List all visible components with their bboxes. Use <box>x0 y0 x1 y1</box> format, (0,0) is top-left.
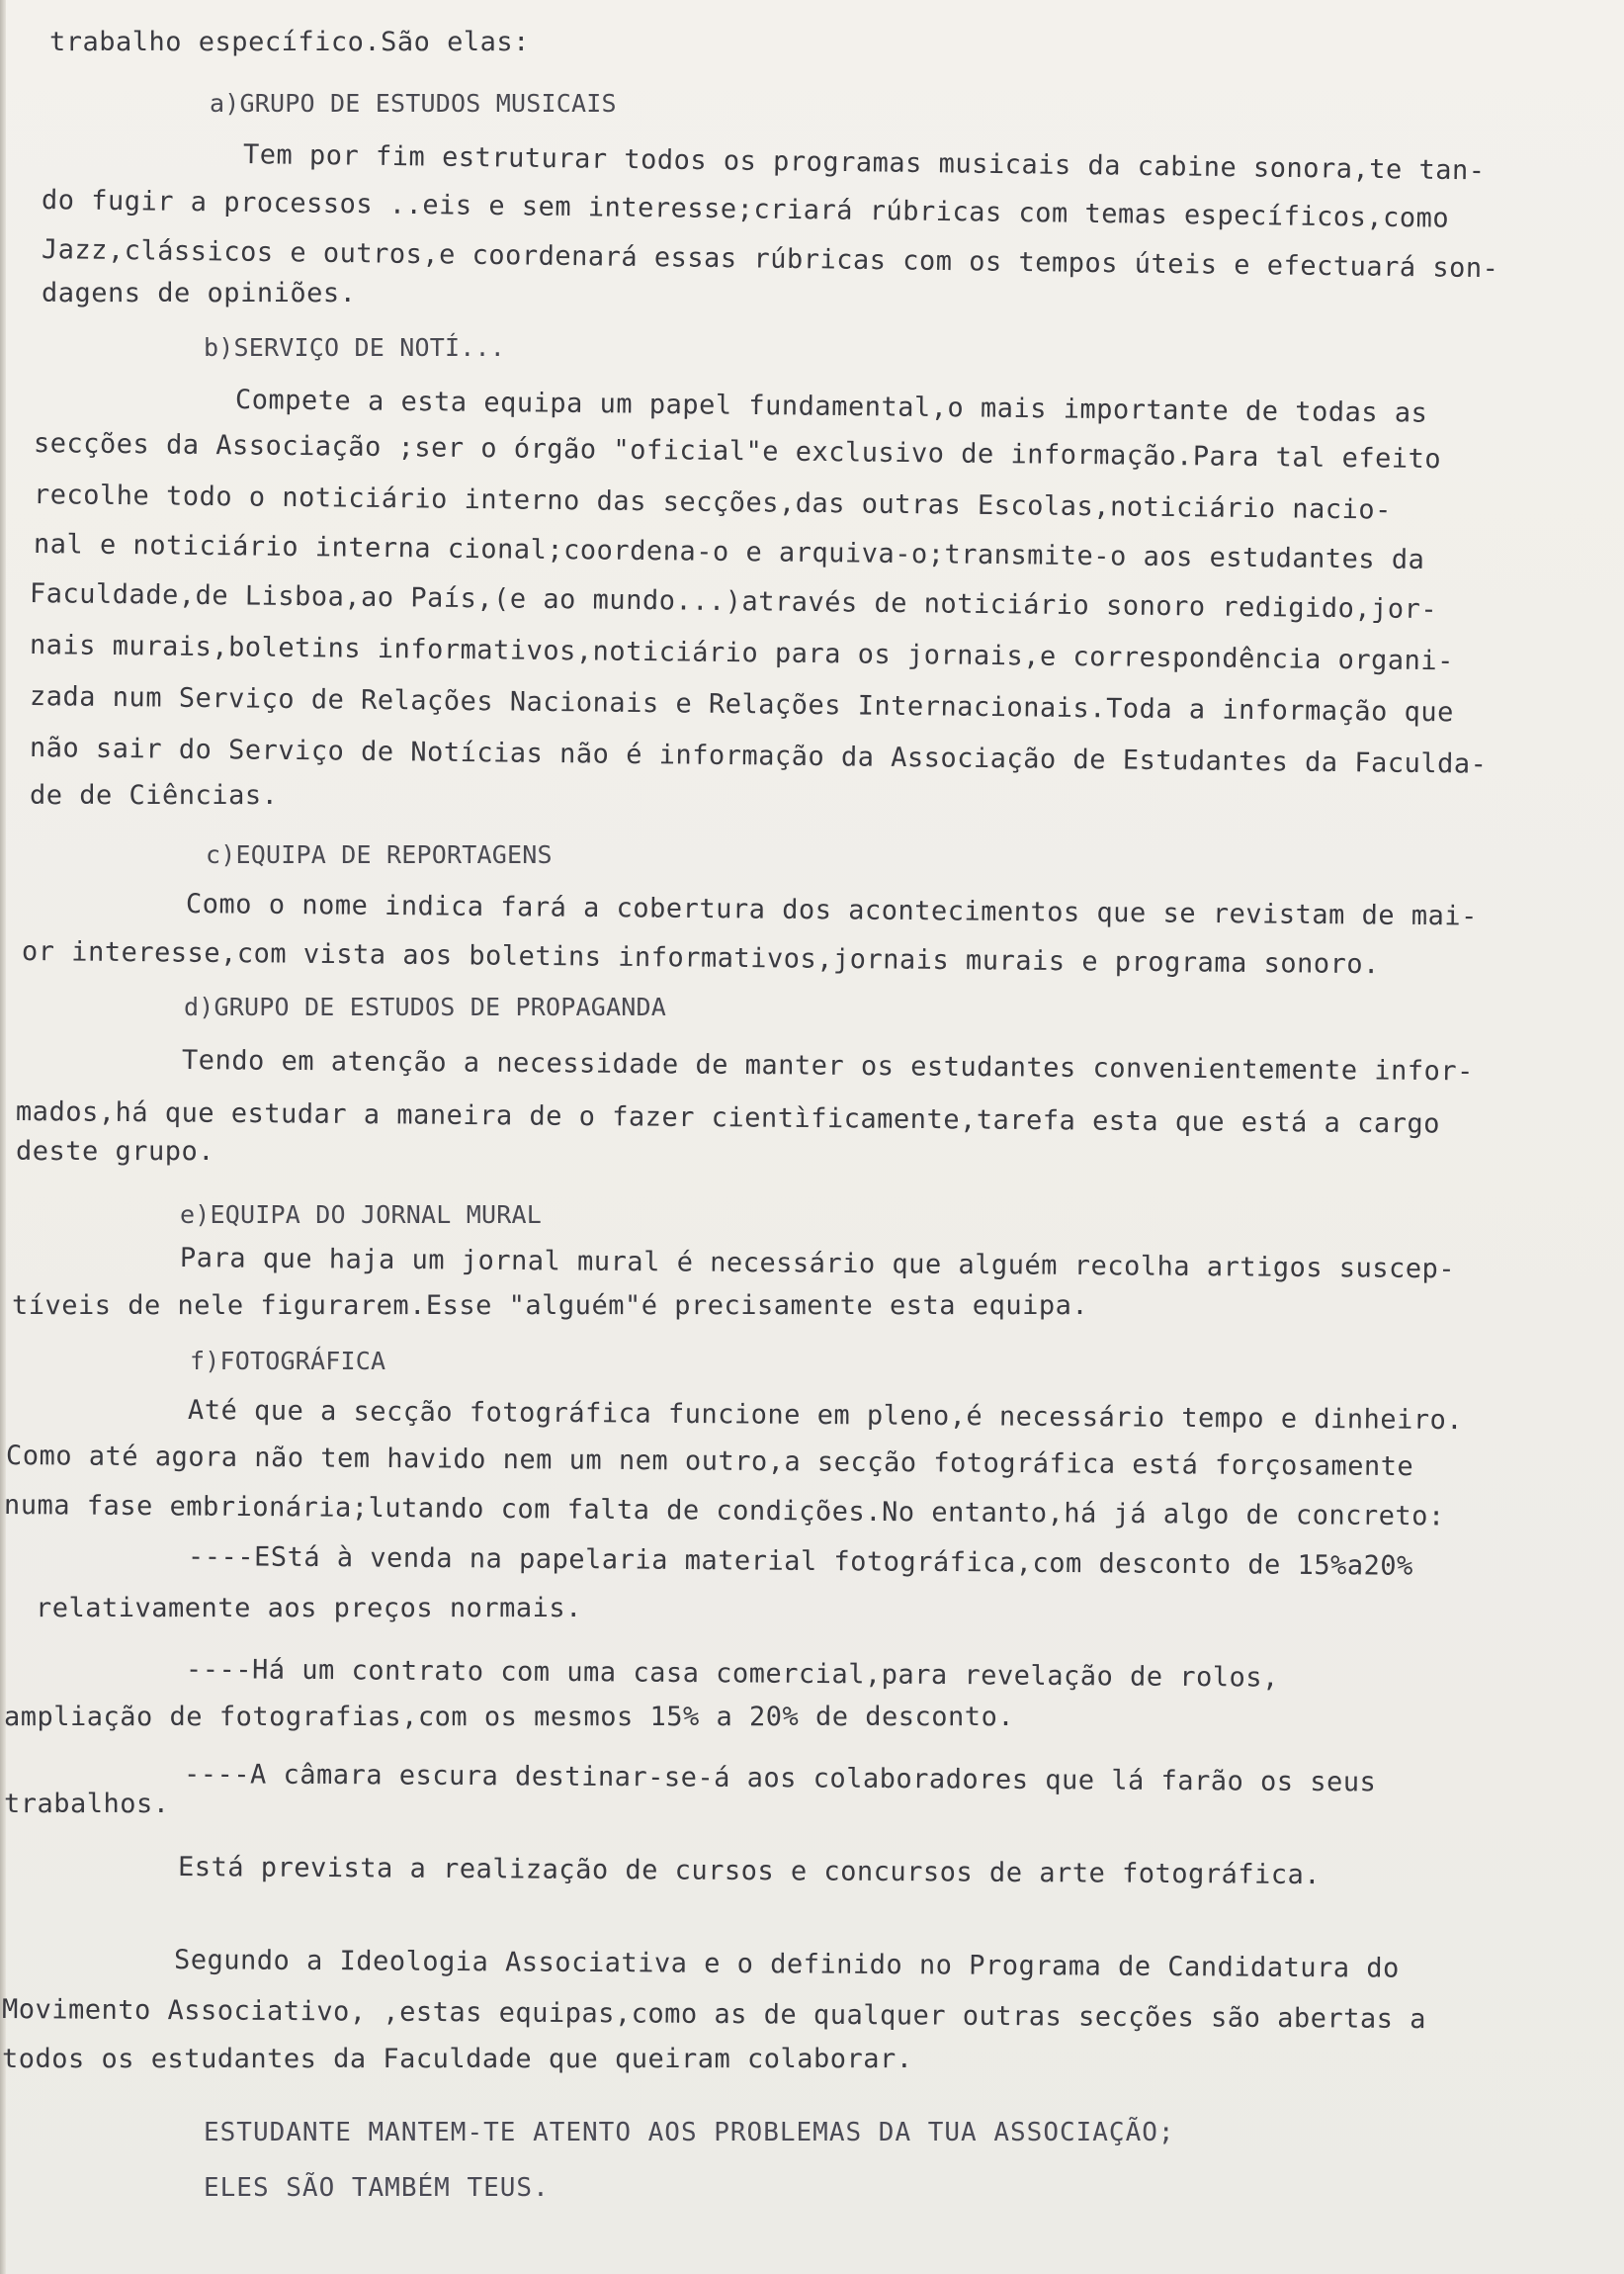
section-heading-b: b)SERVIÇO DE NOTÍ... <box>204 333 506 362</box>
text-line: secções da Associação ;ser o órgão "oficial"e exclusivo de informação.Para tal efeito <box>33 428 1442 476</box>
text-line: deste grupo. <box>16 1136 215 1167</box>
page-edge-shadow <box>0 0 6 2274</box>
text-line: todos os estudantes da Faculdade que queiram colaborar. <box>2 2044 913 2074</box>
text-line: Tendo em atenção a necessidade de manter os estudantes convenientemente infor- <box>181 1045 1475 1088</box>
text-line: ampliação de fotografias,com os mesmos 15% a 20% de desconto. <box>4 1702 1015 1732</box>
section-heading-a: a)GRUPO DE ESTUDOS MUSICAIS <box>210 89 617 118</box>
text-line: ----A câmara escura destinar-se-á aos colaboradores que lá farão os seus <box>183 1759 1377 1798</box>
text-line: relativamente aos preços normais. <box>36 1593 582 1623</box>
closing-slogan-line-2: ELES SÃO TAMBÉM TEUS. <box>204 2173 550 2203</box>
text-line: dagens de opiniões. <box>42 278 357 308</box>
text-line: do fugir a processos ..eis e sem interesse;criará rúbricas com temas específicos,como <box>41 185 1450 234</box>
text-line: Tem por fim estruturar todos os programas musicais da cabine sonora,te tan- <box>242 139 1486 187</box>
text-line: mados,há que estudar a maneira de o fazer cientìficamente,tarefa esta que está a cargo <box>15 1096 1441 1140</box>
text-line: Até que a secção fotográfica funcione em pleno,é necessário tempo e dinheiro. <box>187 1395 1464 1437</box>
text-line: não sair do Serviço de Notícias não é informação da Associação de Estudantes da Faculda- <box>29 733 1488 780</box>
text-line: nal e noticiário interna cional;coordena-o e arquiva-o;transmite-o aos estudantes da <box>33 529 1425 575</box>
text-line: trabalho específico.São elas: <box>49 27 530 57</box>
text-line: nais murais,boletins informativos,noticiário para os jornais,e correspondência organi- <box>29 630 1455 677</box>
text-line: Como o nome indica fará a cobertura dos acontecimentos que se revistam de mai- <box>185 889 1479 932</box>
text-line: Faculdade,de Lisboa,ao País,(e ao mundo...)através de noticiário sonoro redigido,jor- <box>29 578 1438 626</box>
text-line: trabalhos. <box>4 1789 170 1819</box>
text-line: Movimento Associativo, ,estas equipas,como as de qualquer outras secções são abertas a <box>1 1994 1427 2036</box>
text-line: Segundo a Ideologia Associativa e o definido no Programa de Candidatura do <box>173 1945 1400 1984</box>
text-line: numa fase embrionária;lutando com falta de condições.No entanto,há já algo de concreto: <box>3 1490 1445 1532</box>
text-line: Compete a esta equipa um papel fundamental,o mais importante de todas as <box>234 385 1428 429</box>
section-heading-c: c)EQUIPA DE REPORTAGENS <box>206 840 553 869</box>
section-heading-e: e)EQUIPA DO JORNAL MURAL <box>180 1200 543 1229</box>
text-line: ----EStá à venda na papelaria material fotográfica,com desconto de 15%a20% <box>187 1541 1413 1582</box>
section-heading-f: f)FOTOGRÁFICA <box>190 1347 386 1375</box>
text-line: Está prevista a realização de cursos e concursos de arte fotográfica. <box>177 1852 1322 1891</box>
text-line: or interesse,com vista aos boletins informativos,jornais murais e programa sonoro. <box>21 936 1381 981</box>
text-line: de de Ciências. <box>30 780 279 811</box>
text-line: Para que haja um jornal mural é necessário que alguém recolha artigos suscep- <box>179 1243 1456 1285</box>
text-line: zada num Serviço de Relações Nacionais e Relações Internacionais.Toda a informação que <box>29 681 1455 729</box>
section-heading-d: d)GRUPO DE ESTUDOS DE PROPAGANDA <box>184 993 667 1021</box>
text-line: Jazz,clássicos e outros,e coordenará essas rúbricas com os tempos úteis e efectuará son- <box>41 234 1499 285</box>
closing-slogan-line-1: ESTUDANTE MANTEM-TE ATENTO AOS PROBLEMAS DA TUA ASSOCIAÇÃO; <box>204 2118 1175 2147</box>
text-line: tíveis de nele figurarem.Esse "alguém"é precisamente esta equipa. <box>12 1290 1089 1321</box>
text-line: ----Há um contrato com uma casa comercial,para revelação de rolos, <box>185 1654 1279 1694</box>
text-line: Como até agora não tem havido nem um nem outro,a secção fotográfica está forçosamente <box>5 1441 1414 1483</box>
text-line: recolhe todo o noticiário interno das secções,das outras Escolas,noticiário nacio- <box>33 480 1393 526</box>
